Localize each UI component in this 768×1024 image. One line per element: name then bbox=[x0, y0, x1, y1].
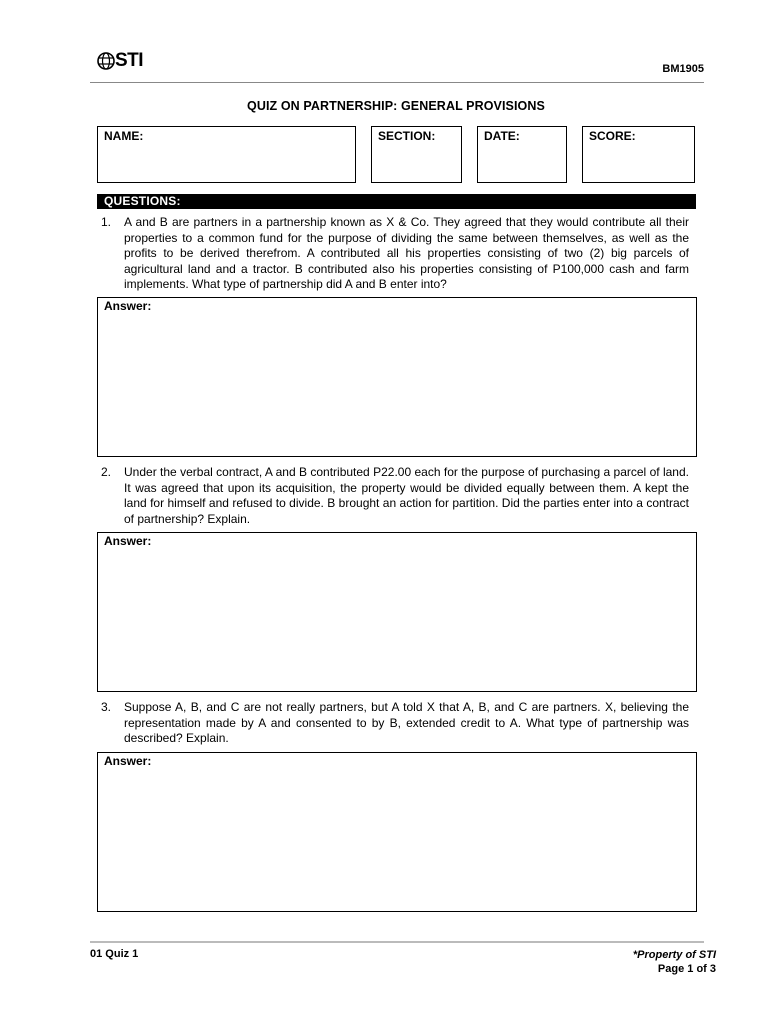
answer-box-1[interactable] bbox=[97, 297, 697, 457]
section-label: SECTION: bbox=[378, 129, 436, 143]
answer-label-2: Answer: bbox=[104, 534, 152, 548]
header-divider bbox=[90, 82, 704, 83]
name-label: NAME: bbox=[104, 129, 144, 143]
score-label: SCORE: bbox=[589, 129, 636, 143]
answer-label-3: Answer: bbox=[104, 754, 152, 768]
questions-header: QUESTIONS: bbox=[97, 194, 696, 209]
answer-label-1: Answer: bbox=[104, 299, 152, 313]
section-field[interactable] bbox=[371, 126, 462, 183]
footer-quiz-label: 01 Quiz 1 bbox=[90, 948, 139, 960]
question-3-text: Suppose A, B, and C are not really partners, but A told X that A, B, and C are partners. X, believing the representation made by A and consented to by B, extended credit to A. What type of partnership was described? Explain. bbox=[124, 700, 689, 745]
footer-right bbox=[633, 948, 716, 976]
date-field[interactable] bbox=[477, 126, 567, 183]
score-field[interactable] bbox=[582, 126, 695, 183]
answer-box-2[interactable] bbox=[97, 532, 697, 692]
page-title: QUIZ ON PARTNERSHIP: GENERAL PROVISIONS bbox=[247, 99, 545, 113]
globe-icon bbox=[97, 51, 115, 71]
sti-logo bbox=[97, 50, 157, 74]
footer-property: *Property of STI bbox=[632, 949, 716, 961]
document-code: BM1905 bbox=[662, 63, 704, 75]
answer-box-3[interactable] bbox=[97, 752, 697, 912]
question-1-text: A and B are partners in a partnership known as X & Co. They agreed that they would contribute all their properties to a common fund for the purpose of dividing the same between themselves, as well as the profits to be derived therefrom. A contributed all his properties consisting of two (2) big parcels of agricultural land and a tractor. B contributed also his properties consisting of P100,000 cash and farm implements. What type of partnership did A and B enter into? bbox=[124, 215, 689, 291]
footer-divider bbox=[90, 941, 704, 943]
date-label: DATE: bbox=[484, 129, 520, 143]
name-field[interactable] bbox=[97, 126, 356, 183]
logo-text: STI bbox=[115, 50, 144, 71]
question-2-text: Under the verbal contract, A and B contributed P22.00 each for the purpose of purchasing a parcel of land. It was agreed that upon its acquisition, the property would be divided equally between them. A kept the land for himself and refused to divide. B brought an action for partition. Did the parties enter into a contract of partnership? Explain. bbox=[124, 465, 689, 526]
question-3-number: 3. bbox=[101, 700, 112, 714]
footer-page-number: Page 1 of 3 bbox=[657, 963, 716, 975]
question-2-number: 2. bbox=[101, 465, 112, 479]
question-1-number: 1. bbox=[101, 215, 112, 229]
